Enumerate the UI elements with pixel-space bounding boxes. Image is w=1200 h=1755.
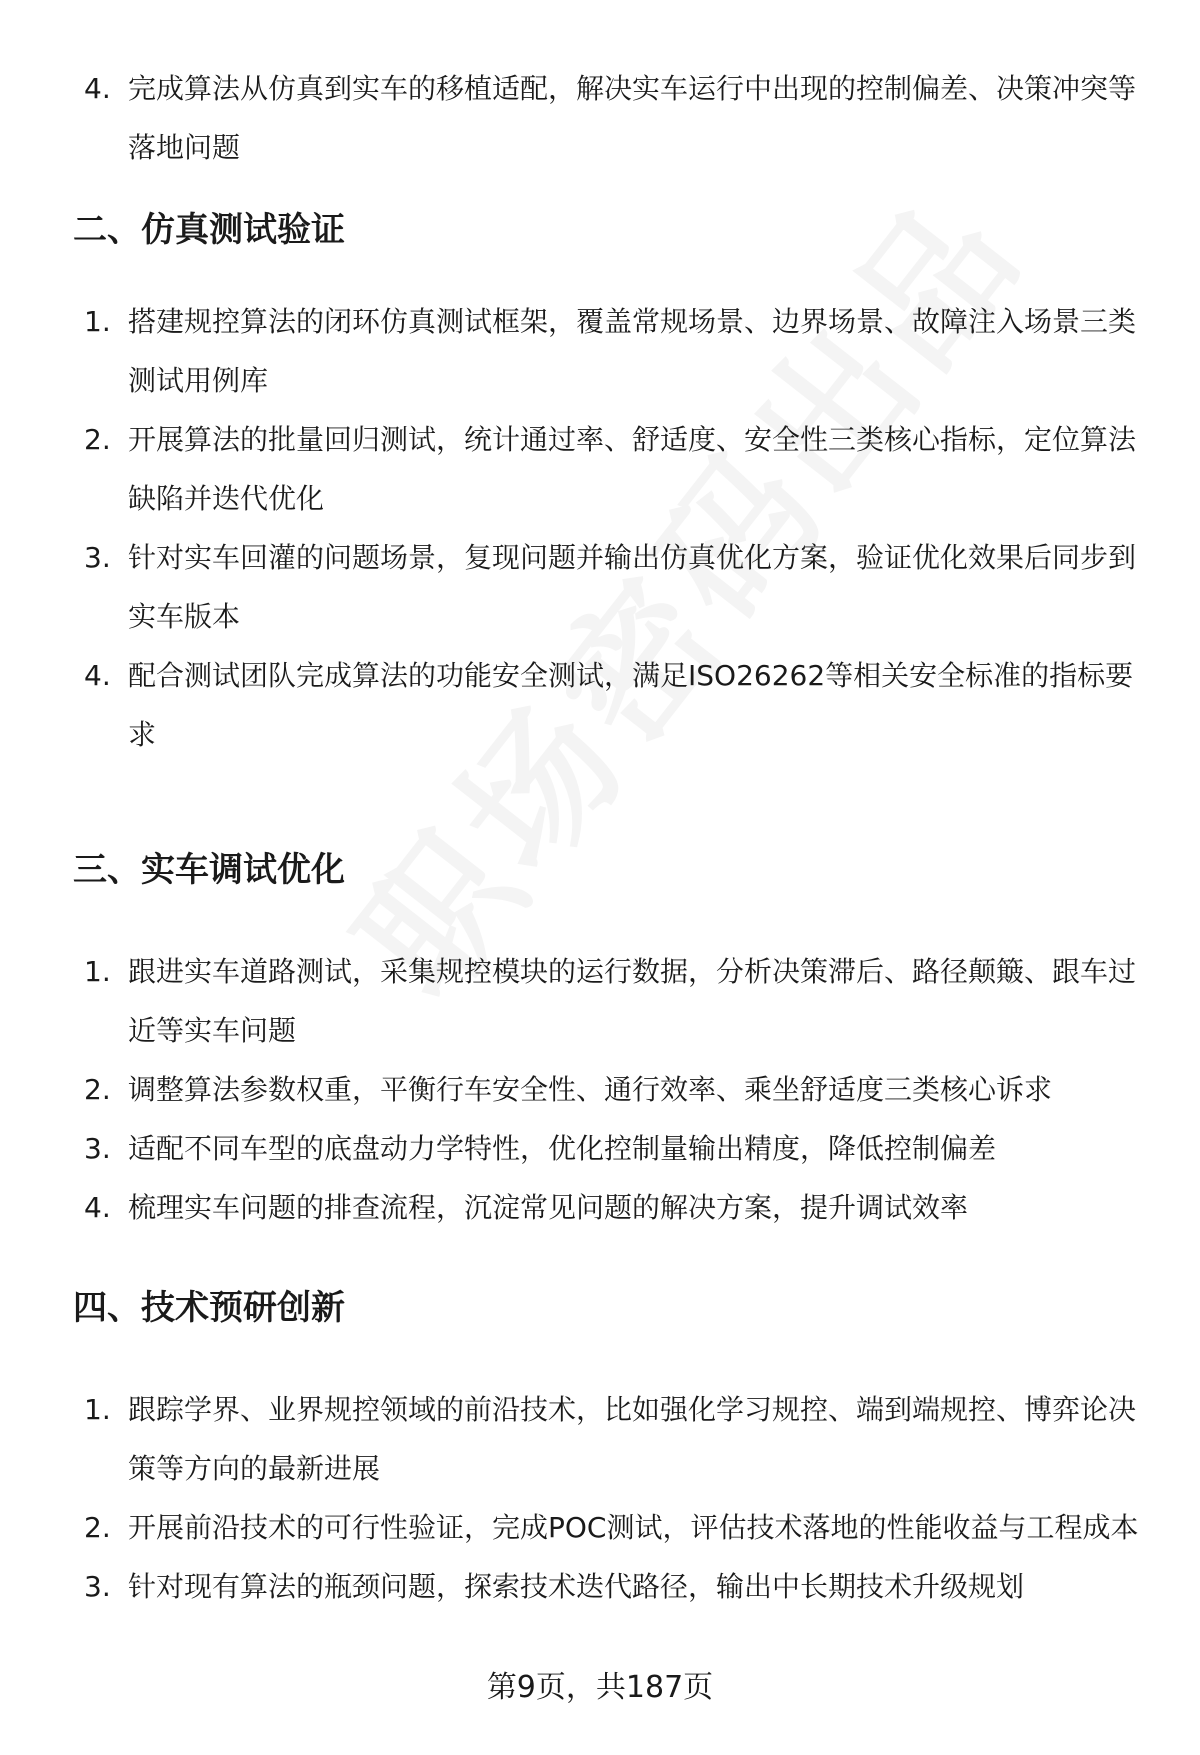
section-list [0, 1380, 1200, 1616]
list-item-text: 完成算法从仿真到实车的移植适配，解决实车运行中出现的控制偏差、决策冲突等落地问题 [128, 72, 1137, 164]
list-item-number: 4. [84, 72, 111, 105]
list-item [0, 59, 1143, 177]
section-heading: 二、仿真测试验证 [73, 210, 345, 250]
list-item-text: 梳理实车问题的排查流程，沉淀常见问题的解决方案，提升调试效率 [128, 1191, 969, 1224]
list-item [0, 1060, 1143, 1119]
list-item-text: 适配不同车型的底盘动力学特性，优化控制量输出精度，降低控制偏差 [128, 1132, 997, 1165]
list-item-number: 2. [84, 1511, 111, 1544]
list-item-number: 3. [84, 1570, 111, 1603]
list-item [0, 410, 1143, 528]
list-item-text: 开展前沿技术的可行性验证，完成POC测试，评估技术落地的性能收益与工程成本 [128, 1511, 1139, 1544]
list-item-number: 2. [84, 1073, 111, 1106]
list-item-text: 跟踪学界、业界规控领域的前沿技术，比如强化学习规控、端到端规控、博弈论决策等方向的最新进展 [128, 1393, 1137, 1485]
list-item-number: 2. [84, 423, 111, 456]
section-heading: 四、技术预研创新 [73, 1288, 345, 1328]
list-item [0, 292, 1143, 410]
list-item [0, 1557, 1143, 1616]
list-item-number: 3. [84, 1132, 111, 1165]
list-item [0, 646, 1143, 764]
list-item-text: 配合测试团队完成算法的功能安全测试，满足ISO26262等相关安全标准的指标要求 [128, 659, 1134, 751]
list-item [0, 1380, 1143, 1498]
list-item-text: 针对现有算法的瓶颈问题，探索技术迭代路径，输出中长期技术升级规划 [128, 1570, 1025, 1603]
intro-list [0, 59, 1200, 177]
section-heading: 三、实车调试优化 [73, 850, 345, 890]
list-item [0, 1178, 1143, 1237]
list-item-number: 4. [84, 659, 111, 692]
section-list [0, 292, 1200, 764]
list-item-text: 调整算法参数权重，平衡行车安全性、通行效率、乘坐舒适度三类核心诉求 [128, 1073, 1053, 1106]
list-item-text: 搭建规控算法的闭环仿真测试框架，覆盖常规场景、边界场景、故障注入场景三类测试用例库 [128, 305, 1137, 397]
list-item [0, 1119, 1143, 1178]
list-item-text: 针对实车回灌的问题场景，复现问题并输出仿真优化方案，验证优化效果后同步到实车版本 [128, 541, 1137, 633]
list-item-number: 1. [84, 955, 111, 988]
list-item [0, 942, 1143, 1060]
page-footer: 第9页，共187页 [486, 1670, 714, 1705]
list-item [0, 1498, 1143, 1557]
list-item-number: 3. [84, 541, 111, 574]
list-item-number: 4. [84, 1191, 111, 1224]
list-item [0, 528, 1143, 646]
list-item-number: 1. [84, 1393, 111, 1426]
list-item-text: 开展算法的批量回归测试，统计通过率、舒适度、安全性三类核心指标，定位算法缺陷并迭代优化 [128, 423, 1137, 515]
list-item-number: 1. [84, 305, 111, 338]
section-list [0, 942, 1200, 1237]
list-item-text: 跟进实车道路测试，采集规控模块的运行数据，分析决策滞后、路径颠簸、跟车过近等实车问题 [128, 955, 1137, 1047]
